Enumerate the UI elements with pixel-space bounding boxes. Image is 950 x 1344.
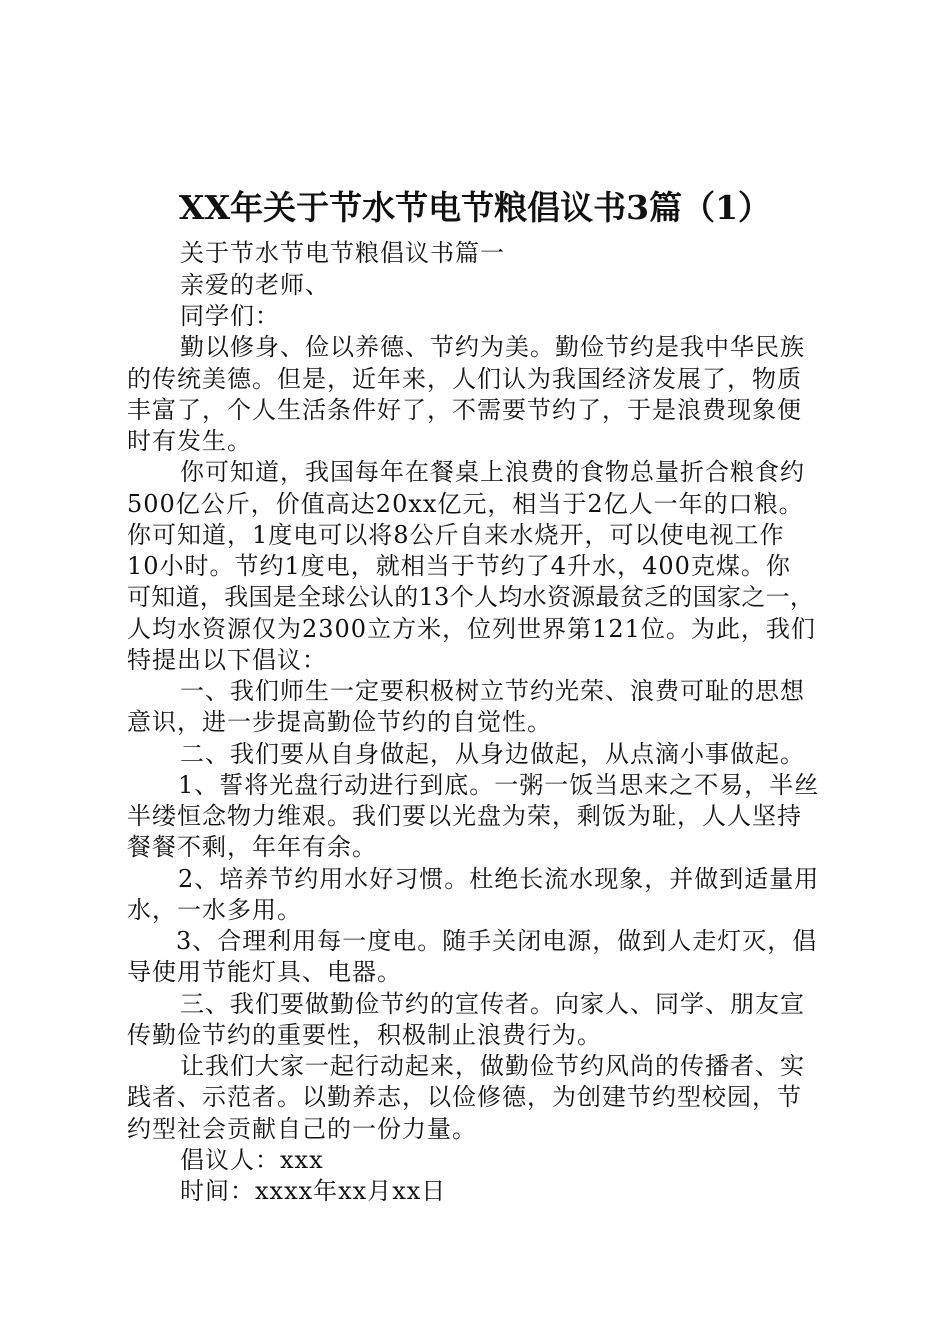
text-line: 丰富了，个人生活条件好了，不需要节约了，于是浪费现象便 [127,396,802,424]
text-line: 意识，进一步提高勤俭节约的自觉性。 [127,708,552,736]
signatory-line: 倡议人：xxx [180,1146,324,1174]
text-line: 亲爱的老师、 [180,271,330,299]
text-line: 10小时。节约1度电，就相当于节约了4升水，400克煤。你 [127,552,791,580]
text-line: 你可知道，1度电可以将8公斤自来水烧开，可以使电视工作 [127,521,785,549]
text-line: 一、我们师生一定要积极树立节约光荣、浪费可耻的思想 [180,677,805,705]
text-line: 勤以修身、俭以养德、节约为美。勤俭节约是我中华民族 [180,333,805,361]
text-line: 关于节水节电节粮倡议书篇一 [180,239,505,267]
text-line: 同学们： [180,302,280,330]
date-line: 时间：xxxx年xx月xx日 [180,1177,447,1205]
text-line: 导使用节能灯具、电器。 [127,958,402,986]
text-line: 500亿公斤，价值高达20xx亿元，相当于2亿人一年的口粮。 [127,490,804,518]
text-line: 半缕恒念物力维艰。我们要以光盘为荣，剩饭为耻，人人坚持 [127,802,802,830]
text-line: 可知道，我国是全球公认的13个人均水资源最贫乏的国家之一， [127,583,815,611]
text-line: 约型社会贡献自己的一份力量。 [127,1115,477,1143]
text-line: 让我们大家一起行动起来，做勤俭节约风尚的传播者、实 [180,1052,805,1080]
text-line: 二、我们要从自身做起，从身边做起，从点滴小事做起。 [180,740,805,768]
text-line: 时有发生。 [127,427,252,455]
text-line: 传勤俭节约的重要性，积极制止浪费行为。 [127,1021,602,1049]
text-line: 三、我们要做勤俭节约的宣传者。向家人、同学、朋友宣 [180,990,805,1018]
text-line: 2、培养节约用水好习惯。杜绝长流水现象，并做到适量用 [178,865,820,893]
text-line: 人均水资源仅为2300立方米，位列世界第121位。为此，我们 [127,615,816,643]
text-line: 特提出以下倡议： [127,646,327,674]
text-line: 3、合理利用每一度电。随手关闭电源，做到人走灯灭，倡 [176,927,818,955]
text-line: 1、誓将光盘行动进行到底。一粥一饭当思来之不易，半丝 [178,771,820,799]
document-title: XX年关于节水节电节粮倡议书3篇（1） [178,188,772,227]
text-line: 的传统美德。但是，近年来，人们认为我国经济发展了，物质 [127,365,802,393]
text-line: 践者、示范者。以勤养志，以俭修德，为创建节约型校园，节 [127,1083,802,1111]
text-line: 你可知道，我国每年在餐桌上浪费的食物总量折合粮食约 [180,458,805,486]
text-line: 餐餐不剩，年年有余。 [127,833,377,861]
text-line: 水，一水多用。 [127,896,302,924]
